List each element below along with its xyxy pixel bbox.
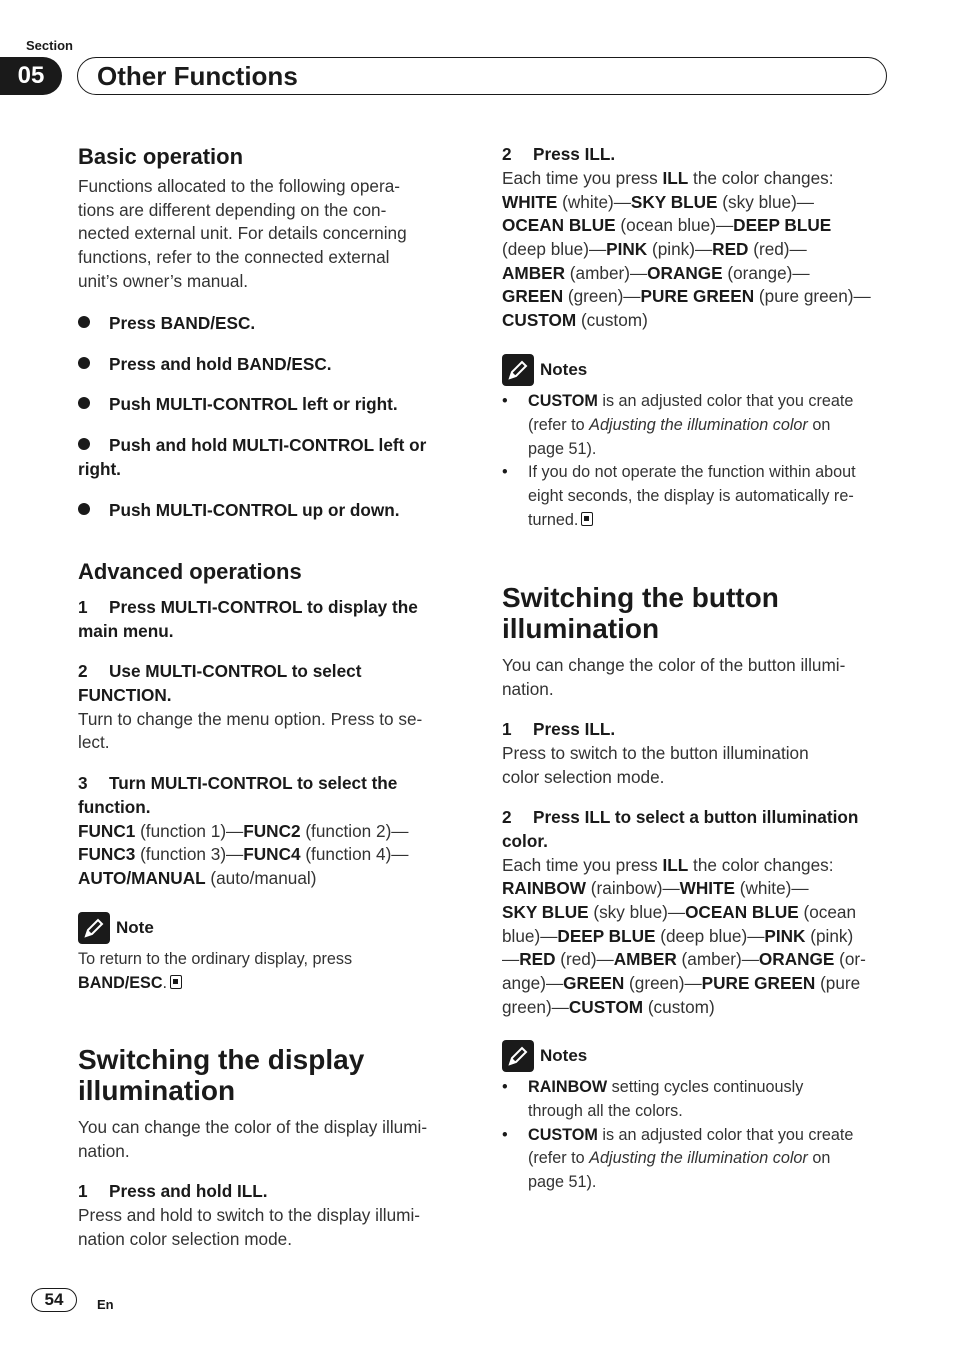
note-key: CUSTOM [528, 392, 598, 410]
color-desc: (pink) [805, 925, 854, 946]
step-text: FUNCTION. [78, 684, 172, 705]
color-name: SKY BLUE [502, 902, 589, 922]
bullet-icon [78, 357, 90, 369]
function-list [78, 867, 464, 891]
color-desc: (green)— [563, 286, 641, 307]
step-number: 3 [78, 773, 88, 793]
note-header [78, 912, 464, 944]
color-desc: (pink)— [647, 238, 713, 259]
step-text: function. [78, 796, 151, 817]
display-illumination-heading: Switching the display [78, 1044, 365, 1075]
function-desc: (function 2)— [300, 820, 409, 841]
section-number: 05 [0, 57, 62, 95]
section-intro: You can change the color of the display illumi- [78, 1117, 428, 1137]
color-lead [502, 167, 888, 191]
color-sequence [502, 877, 888, 901]
note-item [502, 461, 888, 532]
color-name: CUSTOM [502, 310, 577, 331]
note-text: To return to the ordinary display, press [78, 950, 353, 968]
bullet-step [78, 434, 426, 458]
advanced-operations-section [78, 558, 464, 586]
color-desc: (amber)— [676, 949, 759, 970]
lead-text: the color changes: [688, 854, 834, 875]
color-sequence [502, 948, 888, 972]
step-text: main menu. [78, 620, 174, 641]
note-text: is an adjusted color that you create [597, 392, 854, 410]
note-text [78, 972, 464, 996]
step-number: 1 [78, 1181, 88, 1201]
section-label: Section [26, 38, 73, 53]
advanced-step-2 [78, 660, 464, 755]
color-desc: (sky blue)— [717, 191, 814, 212]
bullet-icon [78, 397, 90, 409]
color-name: OCEAN BLUE [502, 215, 616, 236]
color-name: DEEP BLUE [733, 215, 832, 236]
color-desc: (custom) [576, 310, 648, 331]
color-name: PURE GREEN [701, 973, 816, 994]
color-desc: (deep blue)— [655, 925, 765, 946]
color-name: WHITE [502, 191, 558, 212]
step-text: Use MULTI-CONTROL to select [109, 661, 362, 681]
color-name: RED [519, 949, 556, 970]
step-text: Press ILL. [533, 144, 616, 164]
color-lead [502, 854, 888, 878]
color-name: ORANGE [758, 949, 835, 970]
function-desc: (auto/manual) [205, 868, 317, 888]
step-text: color. [502, 830, 548, 851]
color-name: GREEN [502, 286, 564, 307]
intro-line: Functions allocated to the following opera- [78, 176, 400, 196]
display-illumination-heading: illumination [78, 1075, 236, 1106]
color-desc: blue)— [502, 925, 558, 946]
bullet-text: Press BAND/ESC. [109, 313, 256, 333]
note-text: turned. [528, 510, 579, 529]
color-desc: (ocean [798, 902, 857, 922]
color-desc: (sky blue)— [588, 902, 686, 922]
note-reference: Adjusting the illumination color [589, 1149, 808, 1168]
color-desc: green)— [502, 996, 569, 1017]
color-sequence [502, 285, 888, 309]
notes-header [502, 354, 888, 386]
color-desc: — [502, 949, 520, 970]
intro-line: functions, refer to the connected external [78, 247, 390, 268]
color-desc: (red)— [748, 238, 807, 259]
color-desc: (rainbow)— [586, 878, 680, 899]
notes-list [502, 1076, 888, 1195]
button-step-2 [502, 806, 888, 1020]
note-text: on [807, 1149, 831, 1168]
notes-label: Notes [540, 360, 588, 379]
color-desc: (custom) [643, 996, 715, 1017]
advanced-note [78, 912, 464, 995]
step-number: 2 [78, 661, 88, 681]
function-name: FUNC3 [78, 844, 136, 865]
note-punct: . [162, 973, 168, 992]
note-text: on [807, 415, 831, 434]
bullet-text: Push MULTI-CONTROL left or right. [109, 394, 398, 414]
lead-text: Each time you press [502, 167, 663, 188]
step-text: Press ILL to select a button illumination [533, 807, 859, 827]
color-sequence [502, 262, 888, 286]
lead-key: ILL [662, 167, 689, 188]
color-sequence [502, 214, 888, 238]
color-desc: (white)— [735, 878, 809, 899]
color-desc: (pure [815, 973, 861, 994]
color-desc: (or- [834, 949, 866, 970]
page-number: 54 [31, 1288, 77, 1312]
function-desc: (function 3)— [135, 844, 244, 865]
color-name: GREEN [563, 973, 625, 994]
advanced-step-3 [78, 772, 464, 891]
color-name: CUSTOM [568, 996, 644, 1017]
color-sequence [502, 972, 888, 996]
note-label: Note [116, 918, 154, 937]
intro-line: nected external unit. For details concerning [78, 223, 407, 244]
function-desc: (function 4)— [300, 844, 409, 865]
bullet-step [78, 353, 332, 377]
bullet-step [78, 312, 255, 336]
function-list [78, 820, 464, 844]
step-number: 2 [502, 144, 512, 164]
color-desc: (green)— [624, 973, 702, 994]
color-desc: (amber)— [565, 262, 648, 283]
end-mark-icon [581, 512, 593, 526]
section-intro: nation. [78, 1140, 130, 1161]
bullet-icon [78, 316, 90, 328]
note-item [502, 1124, 888, 1195]
function-name: FUNC4 [243, 844, 301, 865]
note-text: (refer to [528, 415, 590, 434]
step-number: 1 [78, 597, 88, 617]
lead-text: the color changes: [688, 167, 834, 188]
step-description: Press to switch to the button illumination [502, 742, 809, 763]
color-name: AMBER [613, 949, 677, 970]
bullet-icon [78, 503, 90, 515]
bullet-icon [78, 438, 90, 450]
step-text: Turn MULTI-CONTROL to select the [109, 773, 398, 793]
note-text: is an adjusted color that you create [597, 1125, 854, 1144]
color-name: AMBER [502, 262, 566, 283]
notes-display [502, 354, 888, 533]
step-number: 2 [502, 807, 512, 827]
bullet-step-continuation: right. [78, 459, 121, 479]
color-sequence [502, 996, 888, 1020]
note-text: setting cycles continuously [607, 1078, 804, 1096]
step-description: nation color selection mode. [78, 1228, 293, 1249]
bullet-text: Push and hold MULTI-CONTROL left or [109, 435, 427, 455]
notes-header [502, 1040, 888, 1072]
step-description: lect. [78, 732, 110, 753]
color-name: PINK [764, 925, 806, 946]
function-list [78, 843, 464, 867]
color-name: ORANGE [647, 262, 723, 283]
end-mark-icon [170, 975, 182, 989]
page-title: Other Functions [97, 61, 298, 91]
lead-text: Each time you press [502, 854, 663, 875]
pencil-icon [502, 1040, 534, 1072]
color-sequence [502, 238, 888, 262]
bullet-text: Press and hold BAND/ESC. [109, 354, 332, 374]
display-illumination-section [78, 1044, 464, 1163]
button-illumination-section [502, 582, 888, 701]
color-desc: (ocean blue)— [615, 215, 734, 236]
color-desc: (white)— [557, 191, 631, 212]
section-intro: nation. [502, 678, 554, 699]
function-desc: (function 1)— [135, 820, 244, 841]
color-name: RED [712, 238, 749, 259]
button-illumination-heading: Switching the button [502, 582, 779, 613]
basic-operation-section [78, 143, 464, 294]
color-sequence [502, 191, 888, 215]
pencil-icon [502, 354, 534, 386]
color-name: PINK [606, 238, 648, 259]
bullet-text: Push MULTI-CONTROL up or down. [109, 500, 400, 520]
color-name: DEEP BLUE [557, 925, 656, 946]
advanced-step-1 [78, 596, 464, 644]
note-item [502, 390, 888, 461]
step-text: Press ILL. [533, 719, 616, 739]
color-name: SKY BLUE [630, 191, 718, 212]
intro-line: tions are different depending on the con- [78, 199, 387, 220]
color-desc: (red)— [555, 949, 614, 970]
function-name: FUNC1 [78, 820, 136, 841]
section-intro: You can change the color of the button illumi- [502, 655, 846, 675]
note-text: If you do not operate the function within about [528, 463, 856, 482]
color-sequence [502, 925, 888, 949]
display-step-2 [502, 143, 888, 333]
step-text: Press MULTI-CONTROL to display the [109, 597, 418, 617]
function-name: FUNC2 [243, 820, 301, 841]
language-code: En [97, 1297, 114, 1312]
note-key: CUSTOM [528, 1125, 598, 1144]
note-text: through all the colors. [528, 1101, 683, 1120]
step-text: Press and hold ILL. [109, 1181, 268, 1201]
note-reference: Adjusting the illumination color [589, 415, 808, 434]
note-text: page 51). [528, 1173, 597, 1192]
note-key: BAND/ESC [78, 973, 163, 992]
note-item [502, 1076, 888, 1124]
color-desc: ange)— [502, 973, 564, 994]
color-desc: (pure green)— [754, 286, 871, 307]
advanced-operations-heading: Advanced operations [78, 559, 302, 584]
step-description: Turn to change the menu option. Press to se- [78, 708, 423, 729]
bullet-step [78, 393, 398, 417]
step-description: Press and hold to switch to the display illumi- [78, 1204, 420, 1225]
note-text: eight seconds, the display is automatically re- [528, 487, 854, 506]
color-name: WHITE [679, 878, 736, 899]
color-sequence [502, 309, 888, 333]
note-text: page 51). [528, 439, 597, 458]
color-name: RAINBOW [502, 878, 587, 899]
lead-key: ILL [662, 854, 689, 875]
color-name: OCEAN BLUE [685, 902, 799, 922]
bullet-step [78, 499, 400, 523]
note-text: (refer to [528, 1149, 590, 1168]
button-step-1 [502, 718, 888, 789]
function-name: AUTO/MANUAL [78, 868, 206, 888]
color-desc: (deep blue)— [502, 238, 607, 259]
button-illumination-heading: illumination [502, 613, 660, 644]
basic-operation-heading: Basic operation [78, 144, 244, 169]
notes-list [502, 390, 888, 533]
pencil-icon [78, 912, 110, 944]
color-name: PURE GREEN [640, 286, 755, 307]
color-desc: (orange)— [722, 262, 810, 283]
intro-line: unit’s owner’s manual. [78, 270, 249, 291]
notes-button [502, 1040, 888, 1195]
color-sequence [502, 901, 888, 925]
display-step-1 [78, 1180, 464, 1251]
step-number: 1 [502, 719, 512, 739]
basic-operation-intro [78, 175, 464, 294]
notes-label: Notes [540, 1046, 588, 1065]
step-description: color selection mode. [502, 766, 665, 787]
note-key: RAINBOW [528, 1078, 608, 1096]
